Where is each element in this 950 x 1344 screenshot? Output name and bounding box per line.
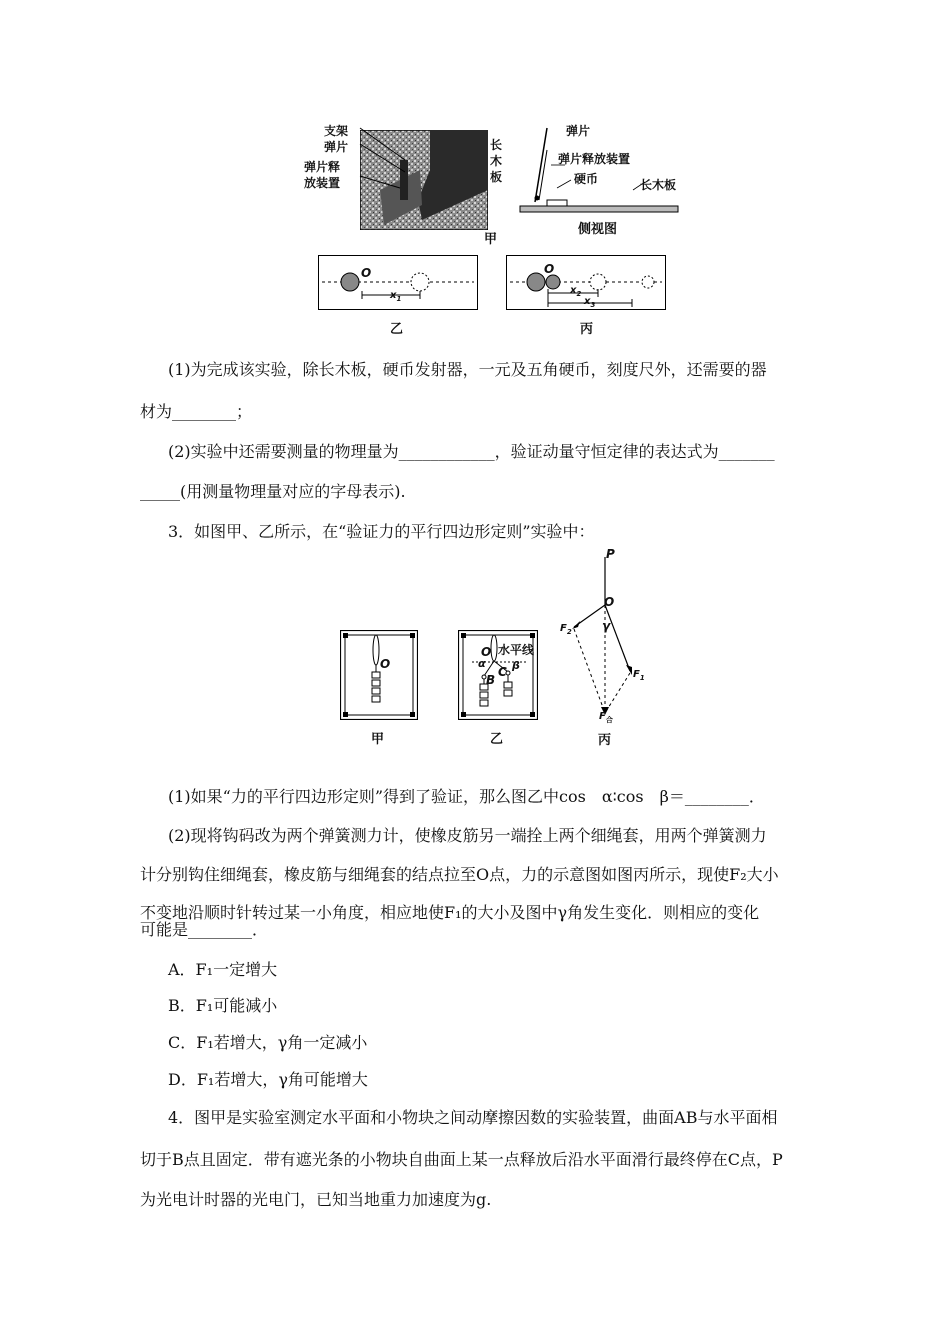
- label-side-board: 长木板: [640, 178, 677, 192]
- label-spring: 弹片: [324, 140, 349, 154]
- q3-part2-line3: 不变地沿顺时针转过某一小角度，相应地使F₁的大小及图中γ角发生变化．则相应的变化: [140, 903, 760, 922]
- yi-O: O: [361, 266, 372, 280]
- label-side-release: 弹片释放装置: [558, 152, 631, 166]
- force-caption-jia: 甲: [371, 732, 385, 747]
- q2-part1-line1: (1)为完成该实验，除长木板，硬币发射器，一元及五角硬币，刻度尺外，还需要的器: [168, 360, 767, 379]
- force-caption-bing: 丙: [598, 733, 612, 748]
- label-side-spring: 弹片: [566, 124, 591, 138]
- q3-option-d: D．F₁若增大，γ角可能增大: [168, 1070, 368, 1089]
- bing-O-force: O: [604, 595, 615, 609]
- jia-O: O: [380, 657, 391, 671]
- q3-part1: (1)如果“力的平行四边形定则”得到了验证，那么图乙中cos α∶cos β＝________．: [168, 787, 765, 806]
- caption-bing: 丙: [580, 322, 594, 337]
- bing-x3: $x_3$: [584, 296, 596, 309]
- bing-P: P: [606, 547, 615, 561]
- bing-gamma: γ: [602, 619, 611, 633]
- force-caption-yi: 乙: [490, 732, 504, 747]
- side-view-diagram: [515, 120, 685, 220]
- q2-part1-line2: 材为________；: [140, 402, 253, 421]
- q3-intro: 3．如图甲、乙所示，在“验证力的平行四边形定则”实验中：: [168, 522, 595, 541]
- q3-option-c: C．F₁若增大，γ角一定减小: [168, 1033, 368, 1052]
- label-side-coin: 硬币: [574, 172, 599, 186]
- q3-option-a: A．F₁一定增大: [168, 960, 278, 979]
- q3-part2-line2: 计分别钩住细绳套，橡皮筋与细绳套的结点拉至O点，力的示意图如图丙所示，现使F₂大小: [140, 865, 779, 884]
- label-board-1: 长: [490, 138, 503, 152]
- q3-part2-line4: 可能是________．: [140, 920, 269, 939]
- label-board-2: 木: [490, 154, 503, 168]
- bing-F1: $F_1$: [633, 669, 645, 682]
- yi-C: C: [498, 665, 507, 679]
- bing-F2: $F_2$: [560, 623, 572, 636]
- coin-experiment-figure: [0, 0, 950, 340]
- q2-part2-line1: (2)实验中还需要测量的物理量为____________，验证动量守恒定律的表达式为_______: [168, 442, 775, 461]
- bing-x2: $x_2$: [570, 285, 582, 298]
- yi-x1: $x_1$: [390, 290, 402, 303]
- yi-level-line: 水平线: [498, 643, 535, 657]
- q2-part2-line2: _____(用测量物理量对应的字母表示).: [140, 482, 406, 501]
- label-release-1: 弹片释: [304, 160, 341, 174]
- q4-line1: 4．图甲是实验室测定水平面和小物块之间动摩擦因数的实验装置，曲面AB与水平面相: [168, 1108, 778, 1127]
- bing-F-resultant: $F_合$: [599, 711, 613, 724]
- caption-side-view: 侧视图: [578, 222, 618, 237]
- label-bracket: 支架: [324, 124, 349, 138]
- label-release-2: 放装置: [304, 176, 341, 190]
- force-parallelogram: [560, 545, 660, 725]
- label-board-3: 板: [490, 170, 503, 184]
- q3-part2-line1: (2)现将钩码改为两个弹簧测力计，使橡皮筋另一端拴上两个细绳套，用两个弹簧测力: [168, 826, 767, 845]
- q3-option-b: B．F₁可能减小: [168, 996, 278, 1015]
- yi-force-O: O: [481, 645, 492, 659]
- q4-line2: 切于B点且固定．带有遮光条的小物块自曲面上某一点释放后沿水平面滑行最终停在C点，P: [140, 1150, 783, 1169]
- board-jia: [340, 630, 418, 720]
- yi-B: B: [486, 673, 496, 687]
- yi-alpha: α: [478, 657, 486, 670]
- force-figure: [0, 545, 950, 748]
- photo-pointer-lines: [350, 120, 410, 210]
- yi-beta: β: [512, 659, 520, 672]
- caption-yi: 乙: [390, 322, 404, 337]
- caption-jia: 甲: [484, 232, 498, 247]
- bing-O: O: [544, 262, 555, 276]
- q4-line3: 为光电计时器的光电门，已知当地重力加速度为g.: [140, 1190, 492, 1209]
